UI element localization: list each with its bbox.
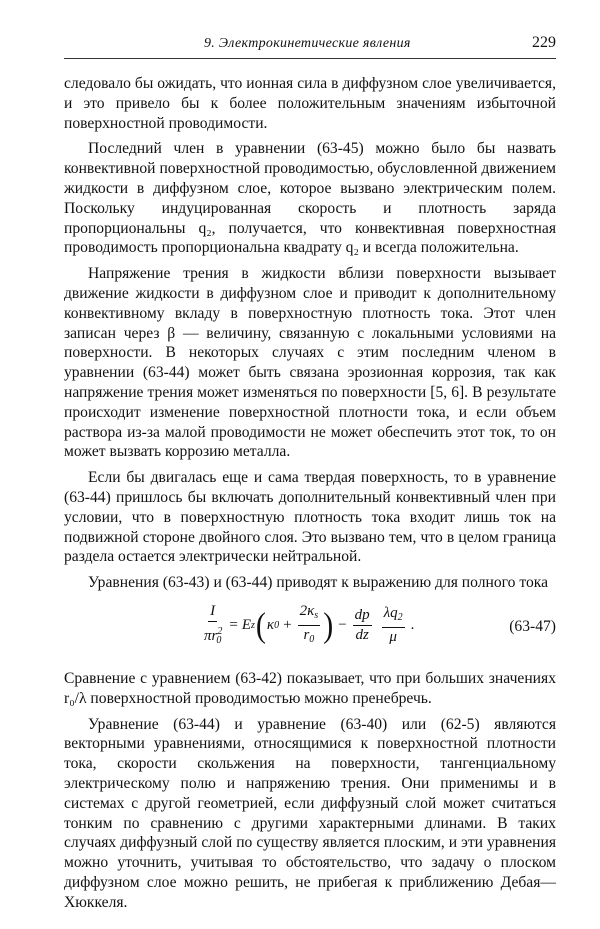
lambda-denominator: μ — [389, 629, 397, 646]
paragraph-comparison: Сравнение с уравнением (63-42) показывает, что при больших значениях r₀/λ поверхностной проводимостью можно пренебречь. — [64, 669, 556, 707]
equals-sign: = — [229, 617, 238, 634]
surface-term-den-sub: 0 — [309, 634, 315, 646]
pressure-gradient-numerator: dp — [353, 607, 372, 626]
field-subscript: z — [251, 620, 255, 632]
equation-body — [200, 603, 418, 649]
equation-63-47 — [64, 599, 556, 659]
surface-term-fraction — [298, 603, 321, 648]
lhs-numerator: I — [208, 603, 217, 622]
chapter-title: 9. Электрокинетические явления — [204, 36, 411, 51]
lambda-num-base: λq — [383, 605, 398, 622]
page-number: 229 — [532, 34, 556, 51]
paragraph-moving-surface: Если бы двигалась еще и сама твердая поверхность, то в уравнение (63-44) пришлось бы включать дополнительный конвективный член при условии, что в поверхностную плотность тока входит лишь ток на подвижной стороне двойного слоя. Это вызвано тем, что в целом граница раздела остается электрически нейтральной. — [64, 469, 556, 566]
paragraph-total-current-intro: Уравнения (63-43) и (63-44) приводят к выражению для полного тока — [88, 574, 549, 592]
lambda-num-sub: 2 — [397, 612, 403, 624]
lambda-numerator — [382, 605, 405, 628]
kappa-superscript: 0 — [274, 620, 280, 632]
running-head — [64, 34, 556, 59]
surface-term-numerator — [298, 603, 321, 626]
surface-term-den-base: r — [303, 627, 310, 644]
surface-term-sub: s — [314, 610, 319, 622]
body-text — [64, 74, 556, 918]
surface-term-denominator — [301, 626, 316, 648]
right-paren: ) — [323, 606, 334, 645]
plus-sign: + — [283, 617, 292, 634]
equation-period: . — [410, 617, 415, 634]
pressure-gradient-denominator: dz — [355, 627, 369, 644]
lambda-fraction — [382, 605, 405, 646]
lhs-den-base: πr — [204, 627, 218, 644]
paragraph-shear-stress: Напряжение трения в жидкости вблизи поверхности вызывает движение жидкости в диффузном слое и приводит к дополнительному конвективному вкладу в поверхностную плотность тока. Этот член записан через β — величину, связанную с локальными условиями на поверхности. В некоторых случаях с этим последним членом в уравнении (63-44) может быть связана эрозионная коррозия, так как напряжение трения может изменяться по поверхности [5, 6]. В результате происходит изменение поверхностной плотности тока, и если объем раствора из-за малой проводимости не может обеспечить этот ток, то он может вызвать коррозию металла. — [64, 265, 556, 461]
left-paren: ( — [255, 606, 266, 645]
surface-term-coef: 2κ — [299, 603, 315, 620]
paragraph-continuation: следовало бы ожидать, что ионная сила в диффузном слое увеличивается, и это привело бы к более положительным значениям избыточной поверхностной проводимости. — [64, 75, 556, 132]
lhs-den-sup: 2 — [217, 625, 223, 637]
field-symbol: E — [241, 617, 251, 634]
lhs-den-sub: 0 — [216, 634, 222, 646]
paragraph-convective-conductivity: Последний член в уравнении (63-45) можно было бы назвать конвективной поверхностной проводимостью, обусловленной движением жидкости в диффузном слое, которое вызвано электрическим полем. Поскольку индуцированная скорость и плотность заряда пропорциональны q₂, получается, что конвективная поверхностная проводимость пропорциональна квадрату q₂ и всегда положительна. — [64, 140, 556, 257]
equation-number: (63-47) — [509, 617, 556, 635]
minus-sign: − — [338, 617, 347, 634]
lhs-fraction — [202, 603, 223, 649]
pressure-gradient-fraction — [353, 607, 372, 644]
paragraph-vector-equations: Уравнение (63-44) и уравнение (63-40) или (62-5) являются векторными уравнениями, относящимися к поверхностной плотности тока, скорости скольжения на поверхности, тангенциальному электрическому полю и напряжению трения. Они применимы и в системах с другой геометрией, если диффузный слой может считаться тонким по сравнению с другими характерными длинами. В таких случаях диффузный слой по существу является плоским, и эти уравнения можно уточнить, учитывая то обстоятельство, что задачу о плоском диффузном слое можно решить, не прибегая к приближению Дебая—Хюккеля. — [64, 715, 556, 911]
lhs-denominator — [202, 622, 223, 649]
kappa-symbol: κ — [266, 617, 275, 634]
